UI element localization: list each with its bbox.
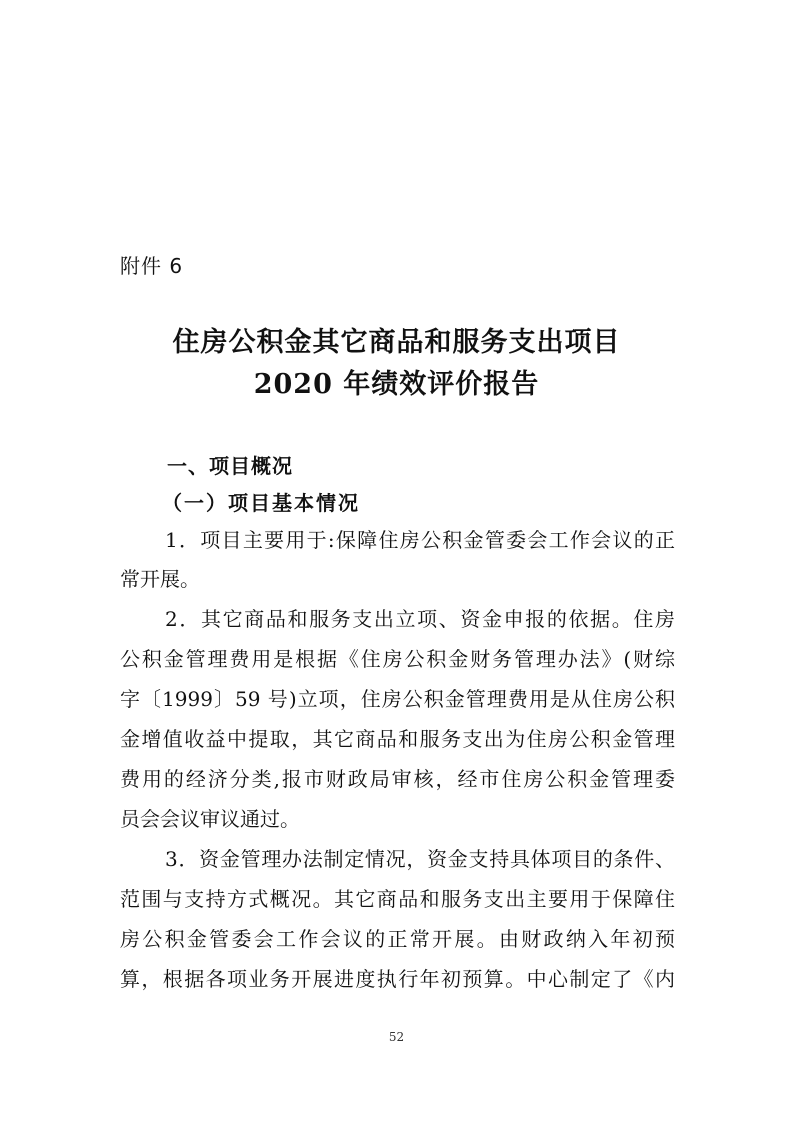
paragraph-3-line-1: 3．资金管理办法制定情况，资金支持具体项目的条件、: [165, 847, 675, 871]
document-title-line-1: 住房公积金其它商品和服务支出项目: [172, 327, 621, 358]
paragraph-3-line-2: 范围与支持方式概况。其它商品和服务支出主要用于保障住: [120, 887, 675, 911]
paragraph-2-line-6: 员会会议审议通过。: [120, 807, 300, 831]
paragraph-2-line-2: 公积金管理费用是根据《住房公积金财务管理办法》(财综: [120, 647, 675, 671]
paragraph-1-line-2: 常开展。: [120, 567, 200, 591]
paragraph-3-line-3: 房公积金管委会工作会议的正常开展。由财政纳入年初预: [120, 927, 675, 951]
paragraph-2-line-4: 金增值收益中提取，其它商品和服务支出为住房公积金管理: [120, 727, 675, 751]
subsection-heading-basic-info: （一）项目基本情况: [162, 491, 360, 515]
paragraph-2-line-5: 费用的经济分类,报市财政局审核，经市住房公积金管理委: [120, 767, 675, 791]
paragraph-1-line-1: 1．项目主要用于:保障住房公积金管委会工作会议的正: [165, 528, 675, 552]
document-title-line-2: 2020 年绩效评价报告: [253, 369, 540, 400]
paragraph-2-line-1: 2．其它商品和服务支出立项、资金申报的依据。住房: [165, 607, 675, 631]
paragraph-3-line-4: 算，根据各项业务开展进度执行年初预算。中心制定了《内: [120, 967, 675, 991]
paragraph-2-line-3: 字〔1999〕59 号)立项，住房公积金管理费用是从住房公积: [120, 687, 675, 711]
page-number: 52: [388, 1030, 405, 1044]
attachment-label: 附件 6: [120, 254, 184, 278]
section-heading-project-overview: 一、项目概况: [167, 454, 293, 478]
